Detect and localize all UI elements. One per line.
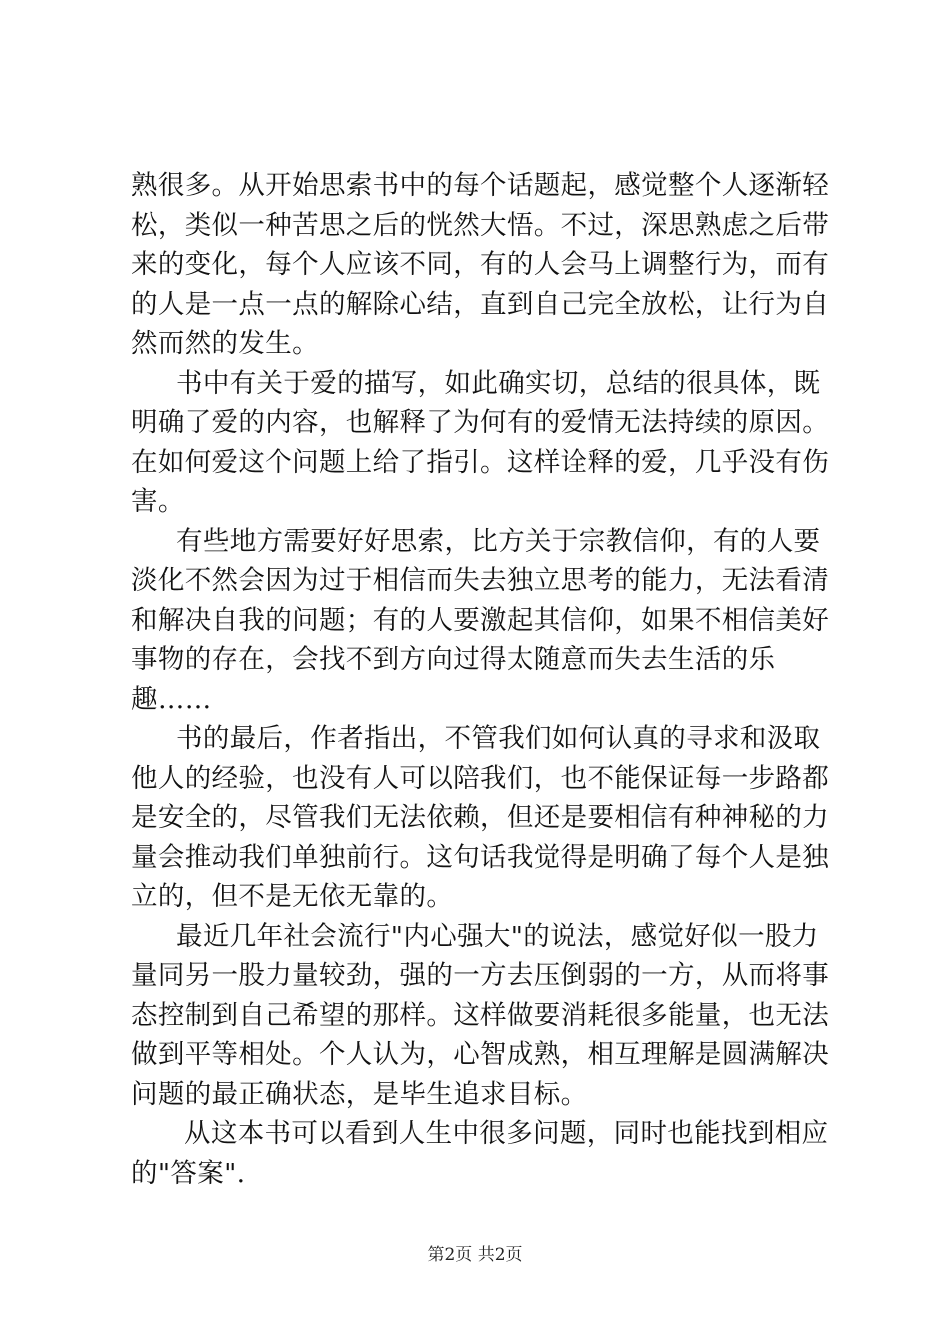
- paragraph-conclusion: 书的最后，作者指出，不管我们如何认真的寻求和汲取他人的经验，也没有人可以陪我们，也不能保证每一步路都是安全的，尽管我们无法依赖，但还是要相信有种神秘的力量会推动我们单独前行。这句话我觉得是明确了每个人是独立的，但不是无依无靠的。: [131, 723, 830, 912]
- paragraph-answers: 从这本书可以看到人生中很多问题，同时也能找到相应的"答案".: [131, 1118, 829, 1189]
- page-footer: 第2页 共2页: [427, 1245, 523, 1265]
- paragraph-love: 书中有关于爱的描写，如此确实切，总结的很具体，既明确了爱的内容，也解释了为何有的爱情无法持续的原因。在如何爱这个问题上给了指引。这样诠释的爱，几乎没有伤害。: [131, 367, 830, 517]
- document-body: [131, 166, 836, 1193]
- paragraph-inner-strength: 最近几年社会流行"内心强大"的说法，感觉好似一股力量同另一股力量较劲，强的一方去压倒弱的一方，从而将事态控制到自己希望的那样。这样做要消耗很多能量，也无法做到平等相处。个人认为，心智成熟，相互理解是圆满解决问题的最正确状态，是毕生追求目标。: [131, 920, 830, 1110]
- paragraph-religion: 有些地方需要好好思索，比方关于宗教信仰，有的人要淡化不然会因为过于相信而失去独立思考的能力，无法看清和解决自我的问题；有的人要激起其信仰，如果不相信美好事物的存在，会找不到方向过得太随意而失去生活的乐趣……: [131, 525, 830, 715]
- paragraph-continuation: 熟很多。从开始思索书中的每个话题起，感觉整个人逐渐轻松，类似一种苦思之后的恍然大悟。不过，深思熟虑之后带来的变化，每个人应该不同，有的人会马上调整行为，而有的人是一点一点的解除心结，直到自己完全放松，让行为自然而然的发生。: [131, 170, 830, 359]
